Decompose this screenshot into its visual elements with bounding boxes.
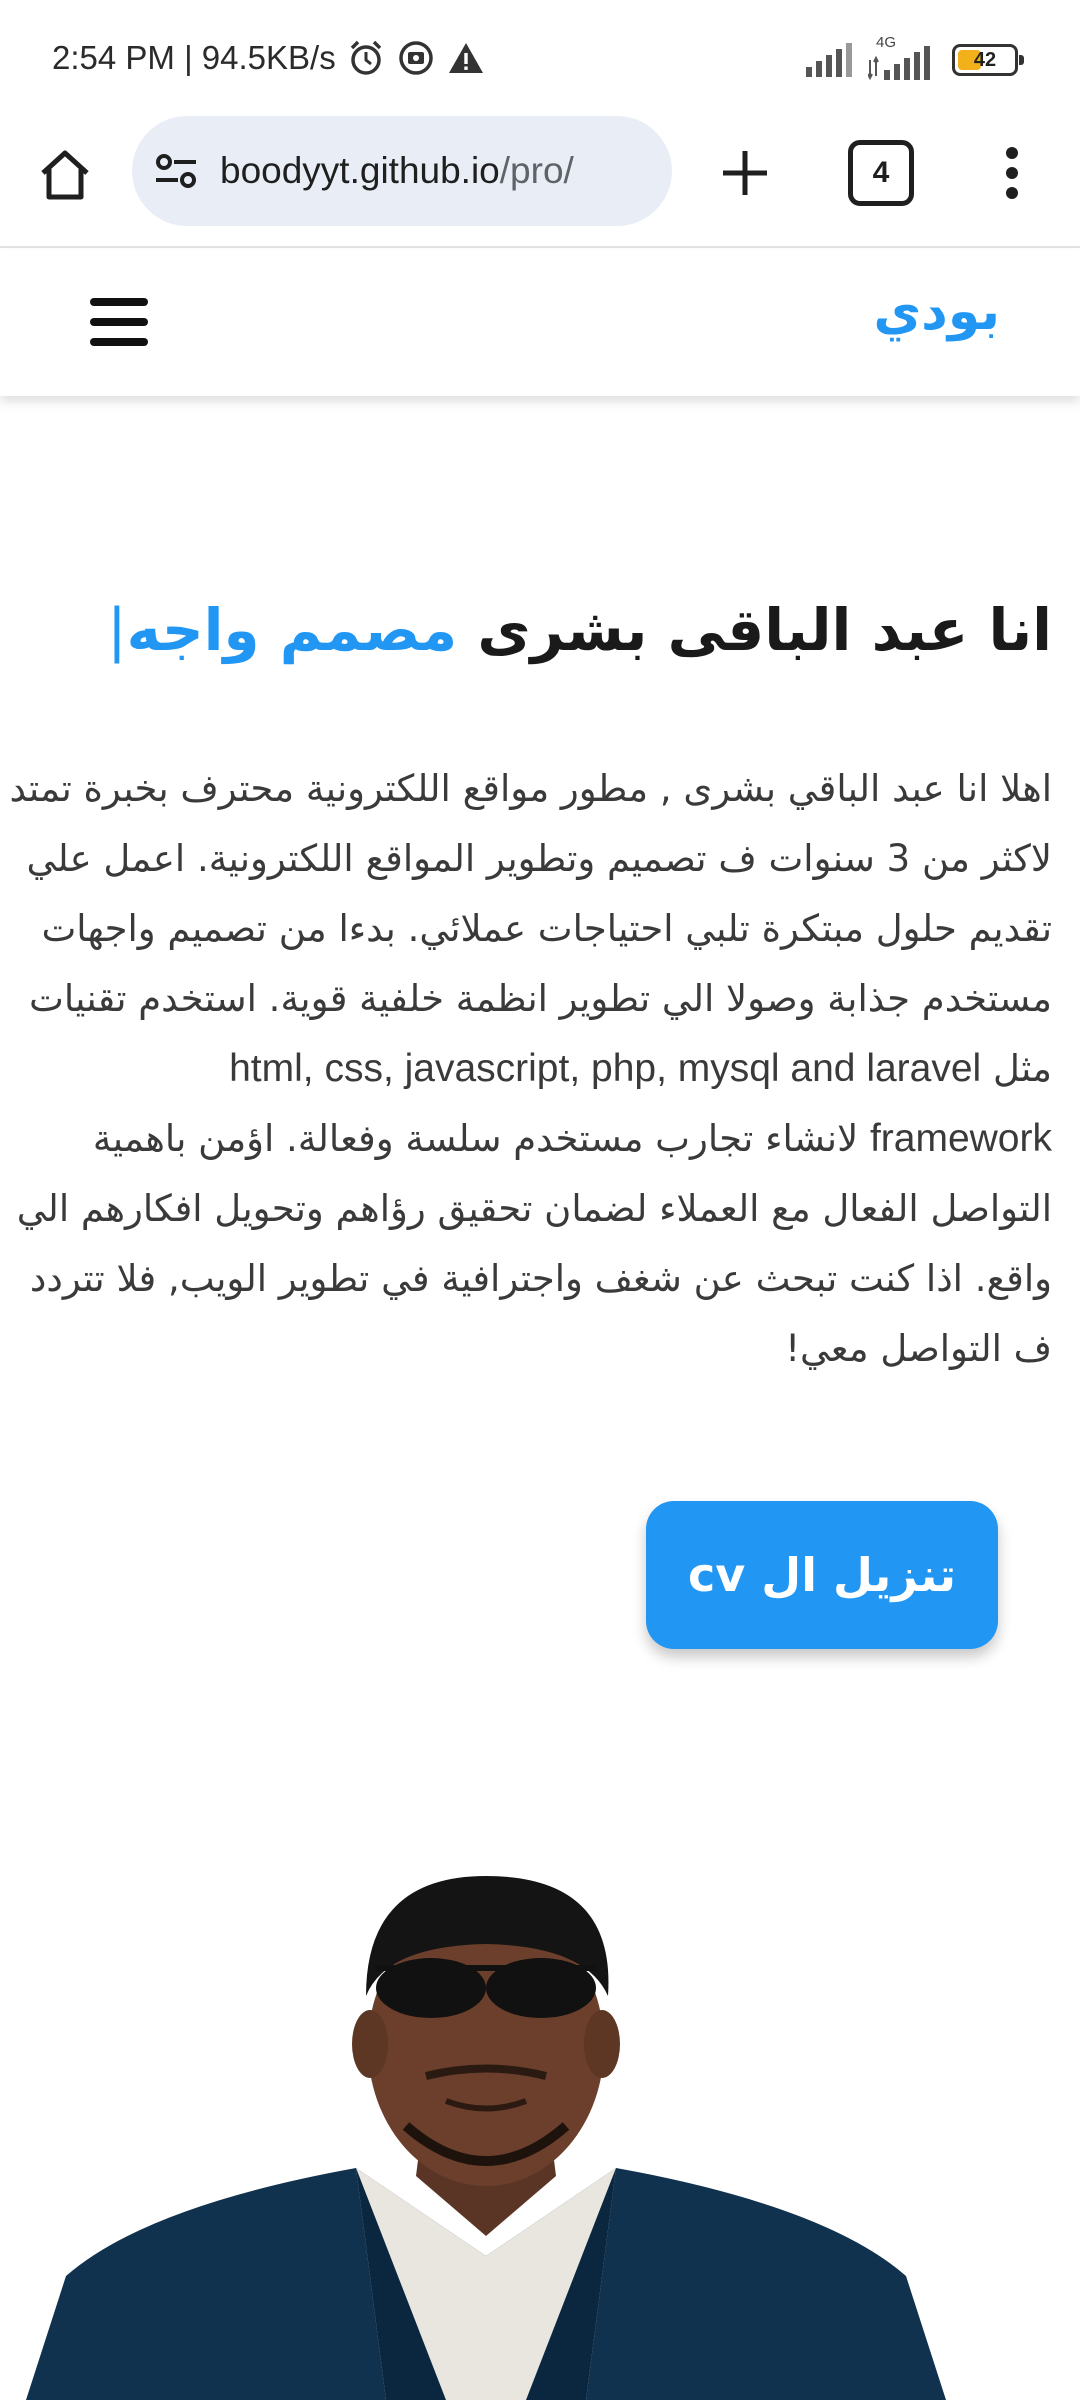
description-line <box>30 1104 1052 1174</box>
hamburger-bar <box>90 298 148 306</box>
url-path: /pro/ <box>499 150 574 191</box>
hamburger-bar <box>90 338 148 346</box>
site-settings-icon[interactable] <box>152 146 202 196</box>
hero-title-accent: مصمم واجه <box>126 596 458 664</box>
hero-description <box>9 754 1052 1384</box>
description-line: لاكثر من 3 سنوات ف تصميم وتطوير المواقع اللكترونية. اعمل علي <box>26 837 1052 880</box>
battery-level: 42 <box>973 48 997 71</box>
description-word: مثل <box>992 1047 1052 1090</box>
description-line: ف التواصل معي! <box>785 1327 1052 1370</box>
typing-cursor: | <box>107 596 127 664</box>
home-icon <box>37 147 93 203</box>
signal-icon <box>804 43 854 77</box>
description-line: تقديم حلول مبتكرة تلبي احتياجات عملائي. بدءا من تصميم واجهات <box>41 907 1052 950</box>
description-tech-framework: framework <box>869 1117 1052 1160</box>
description-line: اهلا انا عبد الباقي بشرى , مطور مواقع اللكترونية محترف بخبرة تمتد <box>9 767 1052 810</box>
url-host: boodyyt.github.io <box>220 150 500 191</box>
description-line: مستخدم جذابة وصولا الي تطوير انظمة خلفية قوية. استخدم تقنيات <box>29 977 1052 1020</box>
tab-count: 4 <box>872 156 890 189</box>
site-logo[interactable]: بودي <box>873 282 1000 342</box>
hero-title-prefix: انا عبد الباقى بشرى <box>457 596 1052 664</box>
network-type-label: 4G <box>876 34 897 51</box>
new-tab-button[interactable] <box>710 138 780 208</box>
status-bar <box>0 0 1080 116</box>
hero-title <box>32 596 1052 664</box>
status-left <box>52 38 486 78</box>
status-right <box>804 34 1018 80</box>
description-text: لانشاء تجارب مستخدم سلسة وفعالة. اؤمن باهمية <box>92 1117 859 1160</box>
portrait-illustration <box>26 1876 946 2400</box>
warning-icon <box>446 38 486 78</box>
hamburger-bar <box>90 318 148 326</box>
record-icon <box>396 38 436 78</box>
overflow-menu-icon <box>1002 145 1022 201</box>
browser-toolbar <box>0 116 1080 248</box>
url-text[interactable] <box>220 116 574 226</box>
download-cv-button[interactable]: تنزيل ال cv <box>646 1501 998 1649</box>
new-tab-plus-icon <box>719 147 771 199</box>
description-line <box>30 1034 1052 1104</box>
site-header <box>0 250 1080 396</box>
signal-4g-icon <box>868 34 938 80</box>
hamburger-menu-icon[interactable] <box>90 290 152 354</box>
alarm-icon <box>346 38 386 78</box>
description-line: التواصل الفعال مع العملاء لضمان تحقيق رؤاهم وتحويل افكارهم الي <box>16 1187 1052 1230</box>
profile-portrait <box>26 1876 946 2400</box>
description-line: واقع. اذا كنت تبحث عن شغف واجترافية في تطوير الويب, فلا تتردد <box>29 1257 1052 1300</box>
status-time-speed: 2:54 PM | 94.5KB/s <box>52 39 336 76</box>
home-button[interactable] <box>30 140 100 210</box>
battery-icon <box>952 44 1018 76</box>
overflow-menu-button[interactable] <box>990 138 1034 208</box>
tab-switcher-icon[interactable] <box>848 140 914 206</box>
address-bar[interactable] <box>132 116 672 226</box>
description-tech-list: html, css, javascript, php, mysql and laravel <box>229 1047 982 1090</box>
